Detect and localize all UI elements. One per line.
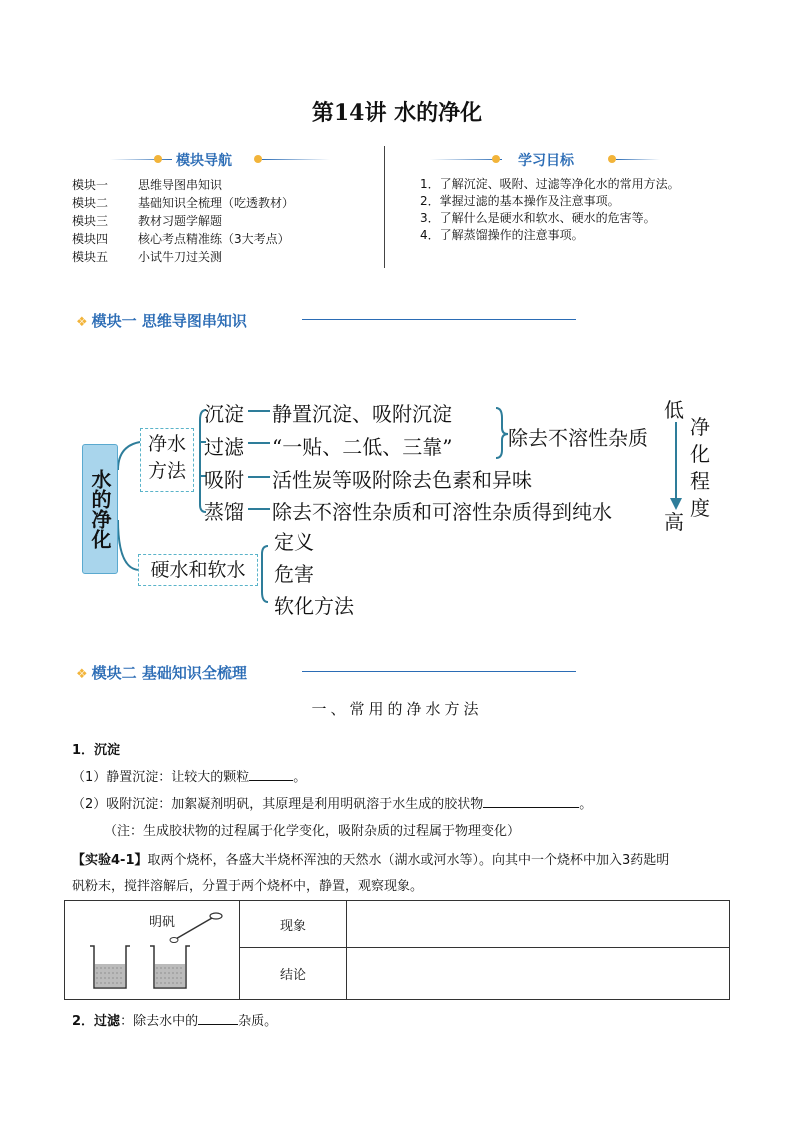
nav-item[interactable]: 模块五 小试牛刀过关测	[72, 250, 223, 264]
method-desc: 活性炭等吸附除去色素和异味	[272, 468, 532, 492]
nav-item[interactable]: 模块三 教材习题学解题	[72, 214, 223, 228]
branch-purification: 净水方法	[140, 428, 194, 492]
item-adsorption-sedimentation: （2）吸附沉淀：加絮凝剂明矾，其原理是利用明矾溶于水生成的胶状物 。	[72, 797, 593, 812]
nav-item[interactable]: 模块四 核心考点精准练（3大考点）	[72, 232, 290, 246]
goal-item: 1．了解沉淀、吸附、过滤等净化水的常用方法。	[420, 177, 680, 191]
alum-label: 明矾	[149, 915, 176, 930]
root-node: 水的净化	[82, 444, 118, 574]
module1-rule	[302, 319, 576, 320]
method-desc: “一贴、二低、三靠”	[272, 435, 453, 459]
hard-soft-item: 软化方法	[274, 594, 354, 618]
nav-item[interactable]: 模块二 基础知识全梳理（吃透教材）	[72, 196, 295, 210]
item-filtration: 2．过滤：除去水中的 杂质。	[72, 1014, 278, 1029]
goal-item: 3．了解什么是硬水和软水、硬水的危害等。	[420, 211, 656, 225]
method-name: 沉淀	[204, 402, 244, 426]
conclusion-answer-cell[interactable]	[347, 948, 730, 1000]
phenomenon-answer-cell[interactable]	[347, 901, 730, 948]
hard-soft-item: 危害	[274, 562, 314, 586]
scale-low: 低	[664, 398, 684, 422]
diamond-icon: ❖	[76, 315, 88, 330]
method-desc: 静置沉淀、吸附沉淀	[272, 402, 452, 426]
nav-heading: 模块导航	[176, 153, 232, 169]
module2-rule	[302, 671, 576, 672]
goals-heading: 学习目标	[518, 153, 574, 169]
mind-map	[0, 380, 794, 620]
hard-soft-item: 定义	[274, 530, 314, 554]
goals-heading-bar	[430, 150, 660, 170]
row-label-conclusion: 结论	[240, 948, 347, 1000]
fill-blank[interactable]	[198, 1012, 238, 1025]
note: （注：生成胶状物的过程属于化学变化，吸附杂质的过程属于物理变化）	[104, 824, 521, 839]
experiment-text: 【实验4-1】取两个烧杯，各盛大半烧杯浑浊的天然水（湖水或河水等）。向其中一个烧杯中加入3药匙明 矾粉末，搅拌溶解后，分置于两个烧杯中，静置，观察现象。	[72, 853, 670, 894]
scale-high: 高	[664, 510, 684, 534]
goals-dot-icon	[492, 155, 500, 163]
item-static-sedimentation: （1）静置沉淀：让较大的颗粒 。	[72, 770, 307, 785]
experiment-table	[64, 900, 730, 1000]
module1-heading: ❖ 模块一 思维导图串知识	[76, 312, 247, 330]
group-desc: 除去不溶性杂质	[508, 426, 648, 450]
module2-heading: ❖ 模块二 基础知识全梳理	[76, 664, 247, 682]
section-heading: 一、常用的净水方法	[311, 700, 483, 718]
goal-item: 2．掌握过滤的基本操作及注意事项。	[420, 194, 620, 208]
header-divider	[384, 146, 385, 268]
page-title: 第14讲 水的净化	[311, 100, 483, 126]
branch-hard-soft: 硬水和软水	[138, 554, 258, 586]
nav-dot-icon	[254, 155, 262, 163]
nav-item[interactable]: 模块一 思维导图串知识	[72, 178, 223, 192]
nav-heading-bar	[110, 150, 330, 170]
method-name: 蒸馏	[204, 500, 244, 524]
diamond-icon: ❖	[76, 667, 88, 682]
fill-blank[interactable]	[249, 768, 293, 781]
goals-dot-icon	[608, 155, 616, 163]
goals-list	[420, 176, 680, 244]
item-sedimentation: 1．沉淀	[72, 743, 121, 758]
goal-item: 4．了解蒸馏操作的注意事项。	[420, 228, 584, 242]
nav-list	[72, 176, 294, 266]
row-label-phenomenon: 现象	[240, 901, 347, 948]
fill-blank[interactable]	[483, 795, 579, 808]
method-name: 吸附	[204, 468, 244, 492]
experiment-image-cell	[65, 901, 240, 1000]
nav-dot-icon	[154, 155, 162, 163]
method-name: 过滤	[204, 435, 244, 459]
method-desc: 除去不溶性杂质和可溶性杂质得到纯水	[272, 500, 612, 524]
scale-label: 净 化 程 度	[690, 415, 710, 520]
